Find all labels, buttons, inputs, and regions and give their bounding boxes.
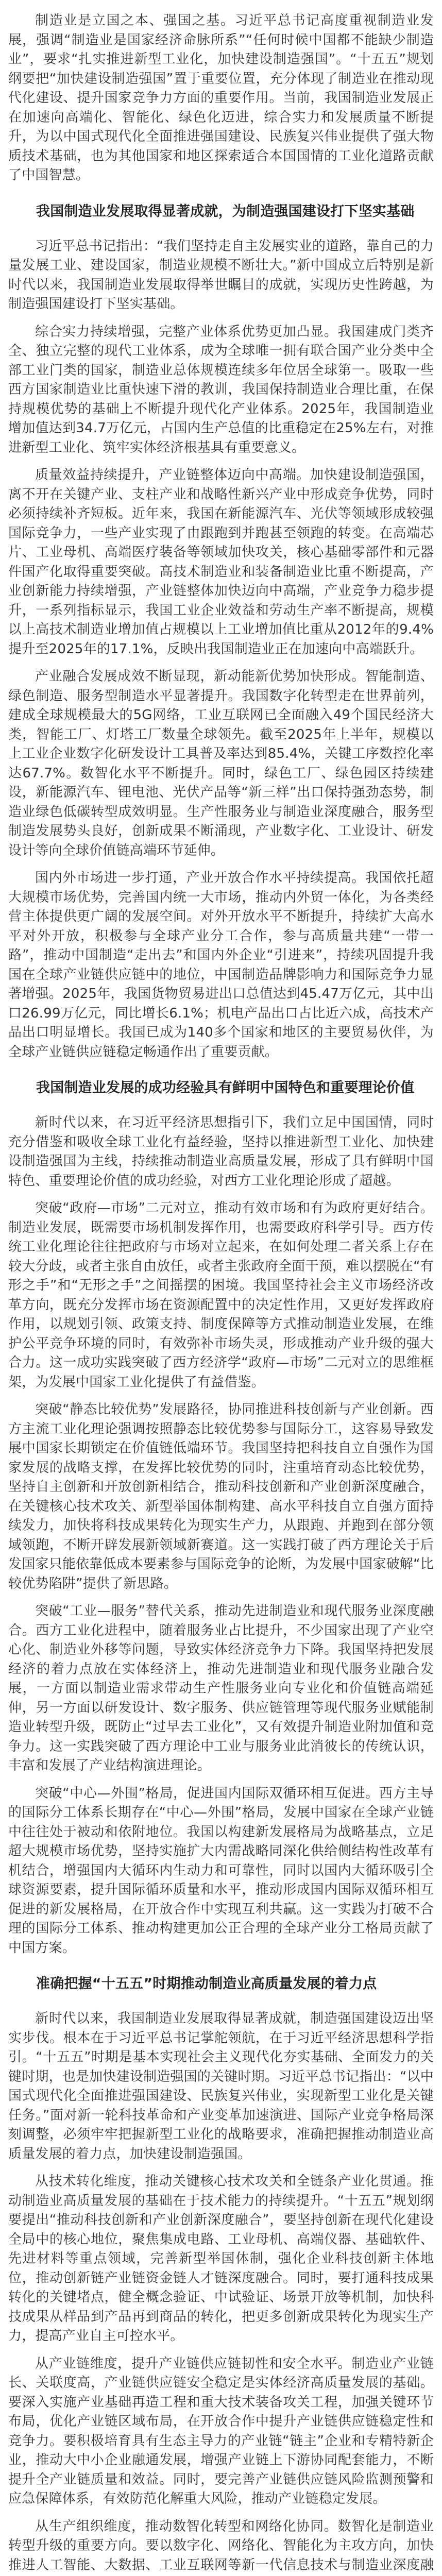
- paragraph: 制造业是立国之本、强国之基。习近平总书记高度重视制造业发展，强调“制造业是国家经济命脉所系”“任何时候中国都不能缺少制造业”，要求“扎实推进新型工业化，加快建设制造强国”。“十五五”规划纲要把“加快建设制造强国”置于重要位置，充分体现了制造业在推动现代化建设、提升国家竞争力方面的重要作用。当前，我国制造业发展正在加速向高端化、智能化、绿色化迈进，综合实力和发展质量不断提升，为以中国式现代化全面推进强国建设、民族复兴伟业提供了强大物质技术基础，也为其他国家和地区探索适合本国国情的工业化道路贡献了中国智慧。: [8, 13, 434, 183]
- paragraph: 国内外市场进一步打通，产业开放合作水平持续提高。我国依托超大规模市场优势，完善国内统一大市场，推动内外贸一体化，为各类经营主体提供更广阔的发展空间。对外开放水平不断提升，持续扩大高水平对外开放，积极参与全球产业分工合作，参与高质量共建“一带一路”，推动中国制造“走出去”和国内外企业“引进来”，持续巩固提升我国在全球产业链供应链中的地位，中国制造品牌影响力和国际竞争力显著增强。2025年，我国货物贸易进出口总值达到45.47万亿元，其中出口26.99万亿元，同比增长6.1%；机电产品出口占比近六成，高技术产品出口明显增长。我国已成为140多个国家和地区的主要贸易伙伴，为全球产业链供应链稳定畅通作出了重要贡献。: [8, 870, 434, 1060]
- paragraph: 突破“中心—外围”格局，促进国内国际双循环相互促进。西方主导的国际分工体系长期存在“中心—外围”格局，发展中国家在全球产业链中往往处于被动和依附地位。我国以构建新发展格局为战略基点，立足超大规模市场优势，坚持实施扩大内需战略同深化供给侧结构性改革有机结合，增强国内大循环内生动力和可靠性，同时以国内大循环吸引全球资源要素，提升国际循环质量和水平，推动形成国内国际双循环相互促进的新发展格局，在开放合作中实现互利共赢。这一实践为打破不合理的国际分工体系、推动构建更加公正合理的全球产业分工格局贡献了中国方案。: [8, 1785, 434, 1956]
- section-heading: 我国制造业发展取得显著成就，为制造强国建设打下坚实基础: [36, 203, 415, 219]
- paragraph: 产业融合发展成效不断显现，新动能新优势加快形成。智能制造、绿色制造、服务型制造水平显著提升。我国数字化转型走在世界前列，建成全球规模最大的5G网络，工业互联网已全面融入49个国民经济大类，智能工厂、灯塔工厂数量全球领先。截至2025年上半年，规模以上工业企业数字化研发设计工具普及率达到85.4%，关键工序数控化率达67.7%。数智化水平不断提升。同时，绿色工厂、绿色园区持续建设，新能源汽车、锂电池、光伏产品等“新三样”出口保持强劲态势，制造业绿色低碳转型成效明显。生产性服务业与制造业深度融合，服务型制造发展势头良好，创新成果不断涌现，产业数字化、工业设计、研发设计等向全球价值链高端环节延伸。: [8, 669, 434, 858]
- paragraph: 从生产组织维度，推动数智化转型和网络化协同。数智化是制造业转型升级的重要方向。要以数字化、网络化、智能化为主攻方向，加快推进人工智能、大数据、工业互联网等新一代信息技术与制造业深度融: [8, 2518, 434, 2573]
- paragraph: 突破“政府—市场”二元对立，推动有效市场和有为政府更好结合。制造业发展，既需要市场机制发挥作用，也需要政府科学引导。西方传统工业化理论往往把政府与市场对立起来，在如何处理二者关系上存在较大分歧，或者主张自由放任，或者主张政府全面干预，难以摆脱在“有形之手”和“无形之手”之间摇摆的困境。我国坚持社会主义市场经济改革方向，既充分发挥市场在资源配置中的决定性作用，又更好发挥政府作用，以规划引领、政策支持、制度保障等方式推动制造业发展，在维护公平竞争环境的同时，有效弥补市场失灵，形成推动产业升级的强大合力。这一成功实践突破了西方经济学“政府—市场”二元对立的思维框架，为发展中国家工业化提供了有益借鉴。: [8, 1200, 434, 1390]
- paragraph: 综合实力持续增强，完整产业体系优势更加凸显。我国建成门类齐全、独立完整的现代工业体系，成为全球唯一拥有联合国产业分类中全部工业门类的国家，制造业总体规模连续多年位居全球第一。吸取一些西方国家制造业比重快速下滑的教训，我国保持制造业合理比重，在保持规模优势的基础上不断提升现代化产业体系。2025年，我国制造业增加值达到34.7万亿元，占国内生产总值的比重稳定在25%左右，对推进新型工业化、筑牢实体经济根基具有重要意义。: [8, 324, 434, 455]
- paragraph: 从技术转化维度，推动关键核心技术攻关和全链条产业化贯通。推动制造业高质量发展的基础在于技术能力的持续提升。“十五五”规划纲要提出“推动科技创新和产业创新深度融合”，要坚持创新在现代化建设全局中的核心地位，聚焦集成电路、工业母机、高端仪器、基础软件、先进材料等重点领域，完善新型举国体制，强化企业科技创新主体地位，推动创新链产业链资金链人才链深度融合。同时，要打通科技成果转化的关键堵点，健全概念验证、中试验证、场景开放等机制，加快科技成果从样品到产品再到商品的转化，把更多创新成果转化为现实生产力，提高产业自主可控水平。: [8, 2174, 434, 2344]
- section-heading: 准确把握“十五五”时期推动制造业高质量发展的着力点: [36, 1976, 377, 1992]
- paragraph: 突破“工业—服务”替代关系，推动先进制造业和现代服务业深度融合。西方工业化进程中，随着服务业占比提升，不少国家出现了产业空心化、制造业外移等问题，导致实体经济竞争力下降。我国坚持把发展经济的着力点放在实体经济上，推动先进制造业和现代服务业融合发展，一方面以制造业需求带动生产性服务业向专业化和价值链高端延伸，另一方面以研发设计、数字服务、供应链管理等现代服务业赋能制造业转型升级，既防止“过早去工业化”，又有效提升制造业附加值和竞争力。这一实践突破了西方理论中工业与服务业此消彼长的传统认识，丰富和发展了产业结构演进理论。: [8, 1603, 434, 1773]
- paragraph: 突破“静态比较优势”发展路径，协同推进科技创新与产业创新。西方主流工业化理论强调按照静态比较优势参与国际分工，这容易导致发展中国家长期锁定在价值链低端环节。我国坚持把科技自立自强作为国家发展的战略支撑，在发挥比较优势的同时，注重培育动态比较优势，坚持自主创新和开放创新相结合，推动科技创新和产业创新深度融合，在关键核心技术攻关、新型举国体制构建、高水平科技自立自强方面持续发力，加快将科技成果转化为现实生产力，从跟跑、并跑到在部分领域领跑，不断开辟发展新领域新赛道。这一实践打破了西方理论关于后发国家只能依靠低成本要素参与国际竞争的论断，为发展中国家破解“比较优势陷阱”提供了新思路。: [8, 1402, 434, 1591]
- section-heading: 我国制造业发展的成功经验具有鲜明中国特色和重要理论价值: [36, 1080, 415, 1096]
- paragraph: 新时代以来，我国制造业发展取得显著成就，制造强国建设迈出坚实步伐。根本在于习近平总书记掌舵领航，在于习近平经济思想科学指引。“十五五”时期是基本实现社会主义现代化夯实基础、全面发力的关键时期，也是加快建设制造强国的关键时期。习近平总书记指出：“以中国式现代化全面推进强国建设、民族复兴伟业，实现新型工业化是关键任务。”面对新一轮科技革命和产业变革加速演进、国际产业竞争格局深刻调整，必须牢牢把握新型工业化的战略要求，准确把握推动制造业高质量发展的着力点，加快建设制造强国。: [8, 2011, 434, 2162]
- paragraph: 从产业链维度，提升产业链供应链韧性和安全水平。制造业产业链长、关联度高，产业链供应链安全稳定是实体经济高质量发展的基础。要深入实施产业基础再造工程和重大技术装备攻关工程，加强关键环节布局，优化产业链区域布局，在开放合作中提升产业链供应链稳定性和竞争力。要积极培育具有生态主导力的产业链“链主”企业和专精特新企业，推动大中小企业融通发展，增强产业链上下游协同配套能力，不断提升全产业链质量和效益。同时，要完善产业链供应链风险监测预警和应急保障体系，有效防范化解重大风险，推动产业链稳定发展。: [8, 2355, 434, 2506]
- paragraph: 质量效益持续提升，产业链整体迈向中高端。加快建设制造强国，离不开在关键产业、支柱产业和战略性新兴产业中形成竞争优势，同时必须持续补齐短板。近年来，我国在新能源汽车、光伏等领域形成较强国际竞争力，一些产业实现了由跟跑到并跑甚至领跑的转变。在高端芯片、工业母机、高端医疗装备等领域加快攻关，核心基础零部件和元器件国产化取得重要突破。高技术制造业和装备制造业比重不断提高，产业创新能力持续增强，产业链整体加快迈向中高端，产业竞争力稳步提升，一系列指标显示，我国工业企业效益和劳动生产率不断提高，规模以上高技术制造业增加值占规模以上工业增加值比重从2012年的9.4%提升至2025年的17.1%，反映出我国制造业正在加速向中高端跃升。: [8, 467, 434, 657]
- paragraph: 习近平总书记指出：“我们坚持走自主发展实业的道路，靠自己的力量发展工业、建设国家，制造业规模不断壮大。”新中国成立后特别是新时代以来，我国制造业发展取得举世瞩目的成就，实现历史性跨越，为制造强国建设打下坚实基础。: [8, 238, 434, 312]
- paragraph: 新时代以来，在习近平经济思想指引下，我们立足中国国情，同时充分借鉴和吸收全球工业化有益经验，坚持以推进新型工业化、加快建设制造强国为主线，持续推动制造业高质量发展，形成了具有鲜明中国特色、重要理论价值的成功经验，对西方工业化理论形成了超越。: [8, 1115, 434, 1189]
